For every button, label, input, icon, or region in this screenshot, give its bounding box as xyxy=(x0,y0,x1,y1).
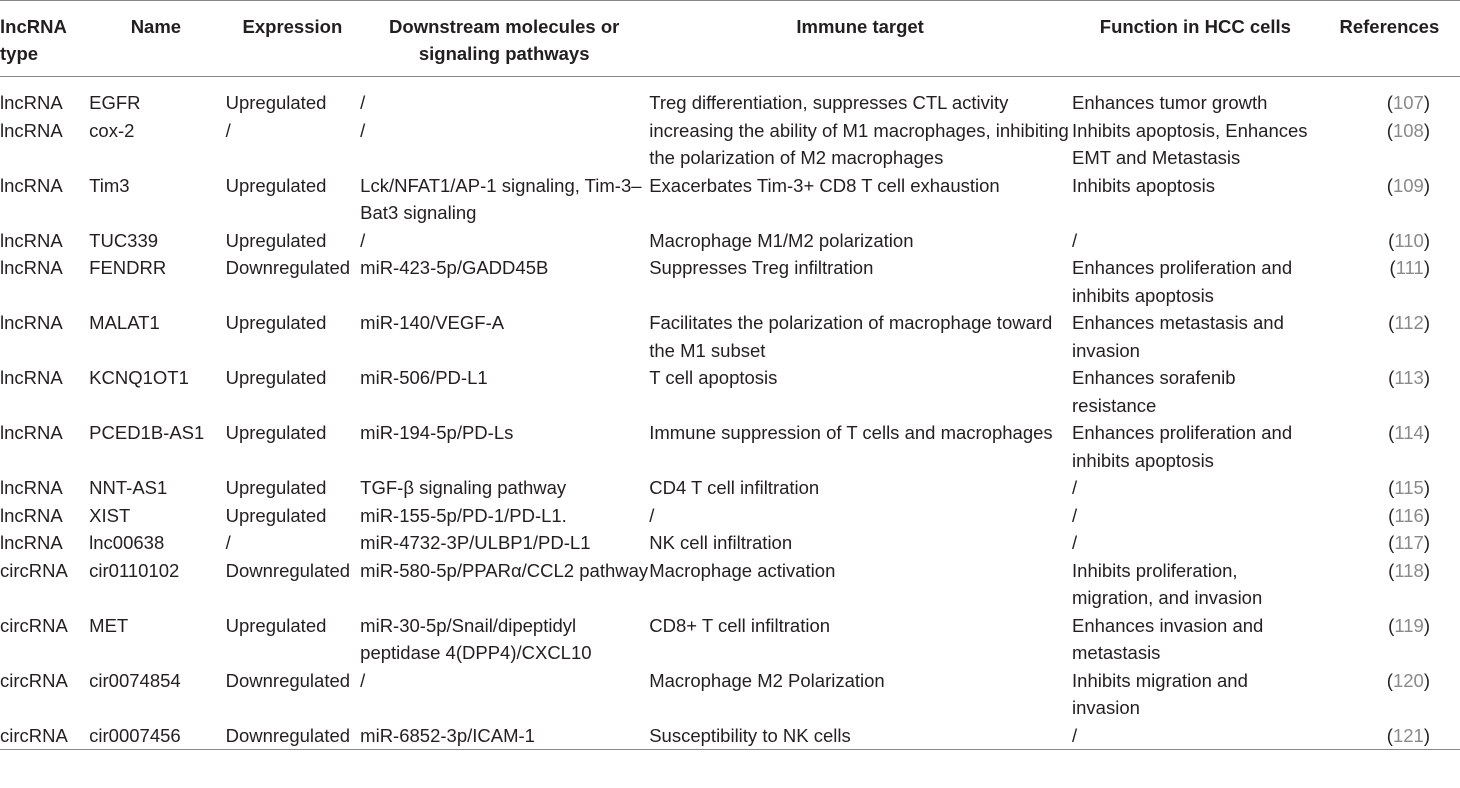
cell-function: Enhances invasion and metastasis xyxy=(1072,614,1264,663)
cell-type: lncRNA xyxy=(0,532,63,553)
reference-link[interactable]: 119 xyxy=(1394,614,1424,636)
cell-downstream: / xyxy=(360,92,366,113)
cell-immune-target: / xyxy=(649,504,655,526)
cell-reference[interactable]: (108) xyxy=(1386,119,1430,141)
cell-type: lncRNA xyxy=(0,174,63,196)
cell-function: Enhances proliferation and inhibits apoptosis xyxy=(1072,422,1293,471)
cell-reference[interactable]: (118) xyxy=(1388,559,1430,581)
cell-type: lncRNA xyxy=(0,257,63,278)
cell-type: circRNA xyxy=(0,559,68,581)
cell-immune-target: Immune suppression of T cells and macrophages xyxy=(649,422,1053,443)
cell-function: Enhances sorafenib resistance xyxy=(1072,367,1236,416)
cell-immune-target: Facilitates the polarization of macrophage toward the M1 subset xyxy=(649,312,1053,361)
table-row xyxy=(0,254,1460,309)
cell-reference[interactable]: (117) xyxy=(1388,532,1430,553)
cell-reference[interactable]: (120) xyxy=(1386,669,1430,691)
cell-immune-target: CD8+ T cell infiltration xyxy=(649,614,831,636)
table-row xyxy=(0,172,1460,227)
reference-link[interactable]: 121 xyxy=(1392,724,1424,746)
cell-name: cir0110102 xyxy=(89,559,180,581)
reference-link[interactable]: 108 xyxy=(1392,119,1424,141)
cell-downstream: miR-140/VEGF-A xyxy=(360,312,505,333)
cell-type: lncRNA xyxy=(0,119,63,141)
cell-reference[interactable]: (115) xyxy=(1388,477,1430,498)
reference-link[interactable]: 115 xyxy=(1394,477,1424,498)
cell-function: Inhibits apoptosis, Enhances EMT and Metastasis xyxy=(1072,119,1308,168)
cell-reference[interactable]: (119) xyxy=(1388,614,1430,636)
cell-function: / xyxy=(1072,477,1078,498)
cell-reference[interactable]: (112) xyxy=(1388,312,1430,333)
header-function: Function in HCC cells xyxy=(1099,16,1291,37)
header-downstream: Downstream molecules or signaling pathways xyxy=(389,16,620,64)
cell-expression: Downregulated xyxy=(225,669,351,691)
cell-immune-target: CD4 T cell infiltration xyxy=(649,477,820,498)
cell-type: lncRNA xyxy=(0,92,63,113)
cell-reference[interactable]: (107) xyxy=(1386,92,1430,113)
cell-downstream: Lck/NFAT1/AP-1 signaling, Tim-3–Bat3 signaling xyxy=(360,174,642,223)
table-row xyxy=(0,722,1460,750)
table-row xyxy=(0,529,1460,557)
cell-type: lncRNA xyxy=(0,477,63,498)
cell-expression: Upregulated xyxy=(225,477,327,498)
cell-expression: Downregulated xyxy=(225,257,351,278)
cell-type: lncRNA xyxy=(0,367,63,388)
cell-expression: Downregulated xyxy=(225,559,351,581)
cell-type: lncRNA xyxy=(0,229,63,251)
cell-downstream: miR-30-5p/Snail/dipeptidyl peptidase 4(DPP4)/CXCL10 xyxy=(360,614,592,663)
cell-downstream: TGF-β signaling pathway xyxy=(360,477,567,498)
cell-downstream: miR-6852-3p/ICAM-1 xyxy=(360,724,535,746)
cell-name: lnc00638 xyxy=(89,532,165,553)
reference-link[interactable]: 111 xyxy=(1395,257,1424,278)
cell-reference[interactable]: (111) xyxy=(1389,257,1430,278)
table-row xyxy=(0,667,1460,722)
cell-immune-target: Macrophage M1/M2 polarization xyxy=(649,229,914,251)
cell-type: lncRNA xyxy=(0,422,63,443)
cell-immune-target: Susceptibility to NK cells xyxy=(649,724,851,746)
cell-expression: Upregulated xyxy=(225,92,327,113)
table-row xyxy=(0,117,1460,172)
cell-reference[interactable]: (113) xyxy=(1388,367,1430,388)
cell-name: MET xyxy=(89,614,129,636)
table-row xyxy=(0,227,1460,255)
cell-function: / xyxy=(1072,724,1078,746)
cell-name: EGFR xyxy=(89,92,141,113)
cell-immune-target: Macrophage activation xyxy=(649,559,836,581)
reference-link[interactable]: 118 xyxy=(1394,559,1424,581)
reference-link[interactable]: 114 xyxy=(1394,422,1424,443)
header-references: References xyxy=(1339,16,1440,37)
cell-function: / xyxy=(1072,532,1078,553)
cell-downstream: miR-155-5p/PD-1/PD-L1. xyxy=(360,504,567,526)
cell-downstream: miR-194-5p/PD-Ls xyxy=(360,422,514,443)
reference-link[interactable]: 116 xyxy=(1394,504,1424,526)
cell-name: cir0007456 xyxy=(89,724,181,746)
table-row xyxy=(0,612,1460,667)
header-row xyxy=(0,1,1460,77)
cell-expression: Upregulated xyxy=(225,422,327,443)
reference-link[interactable]: 120 xyxy=(1392,669,1424,691)
cell-function: Inhibits apoptosis xyxy=(1072,174,1215,196)
cell-expression: Upregulated xyxy=(225,312,327,333)
cell-type: lncRNA xyxy=(0,312,63,333)
cell-name: PCED1B-AS1 xyxy=(89,422,205,443)
table-row xyxy=(0,502,1460,530)
cell-expression: Upregulated xyxy=(225,504,327,526)
cell-downstream: miR-580-5p/PPARα/CCL2 pathway xyxy=(360,559,649,581)
header-type: lncRNA type xyxy=(0,16,67,64)
table-row xyxy=(0,419,1460,474)
table-row xyxy=(0,309,1460,364)
reference-link[interactable]: 112 xyxy=(1394,312,1424,333)
cell-type: circRNA xyxy=(0,669,68,691)
cell-type: circRNA xyxy=(0,614,68,636)
cell-function: Enhances proliferation and inhibits apoptosis xyxy=(1072,257,1293,306)
cell-name: FENDRR xyxy=(89,257,167,278)
reference-link[interactable]: 109 xyxy=(1392,174,1424,196)
cell-reference[interactable]: (114) xyxy=(1388,422,1430,443)
cell-reference[interactable]: (116) xyxy=(1388,504,1430,526)
cell-expression: Downregulated xyxy=(225,724,351,746)
cell-name: TUC339 xyxy=(89,229,159,251)
header-name: Name xyxy=(130,16,182,37)
cell-function: Enhances tumor growth xyxy=(1072,92,1268,113)
cell-downstream: miR-4732-3P/ULBP1/PD-L1 xyxy=(360,532,591,553)
reference-link[interactable]: 117 xyxy=(1394,532,1424,553)
cell-immune-target: NK cell infiltration xyxy=(649,532,793,553)
cell-expression: Upregulated xyxy=(225,174,327,196)
table-row xyxy=(0,364,1460,419)
cell-downstream: / xyxy=(360,229,366,251)
cell-reference[interactable]: (121) xyxy=(1386,724,1430,746)
cell-name: NNT-AS1 xyxy=(89,477,168,498)
table-row xyxy=(0,77,1460,117)
cell-function: Inhibits proliferation, migration, and invasion xyxy=(1072,559,1263,608)
table-row xyxy=(0,474,1460,502)
cell-downstream: / xyxy=(360,119,366,141)
cell-type: circRNA xyxy=(0,724,68,746)
cell-name: cox-2 xyxy=(89,119,135,141)
cell-name: cir0074854 xyxy=(89,669,181,691)
reference-link[interactable]: 110 xyxy=(1394,229,1424,251)
cell-name: Tim3 xyxy=(89,174,130,196)
table-body xyxy=(0,77,1460,750)
cell-downstream: / xyxy=(360,669,366,691)
cell-function: Enhances metastasis and invasion xyxy=(1072,312,1284,361)
cell-function: / xyxy=(1072,229,1078,251)
cell-immune-target: increasing the ability of M1 macrophages, inhibiting the polarization of M2 macrophages xyxy=(649,119,1069,168)
table-row xyxy=(0,557,1460,612)
cell-expression: Upregulated xyxy=(225,614,327,636)
cell-downstream: miR-506/PD-L1 xyxy=(360,367,488,388)
cell-expression: / xyxy=(225,119,231,141)
reference-link[interactable]: 113 xyxy=(1394,367,1424,388)
cell-expression: Upregulated xyxy=(225,229,327,251)
cell-function: / xyxy=(1072,504,1078,526)
cell-downstream: miR-423-5p/GADD45B xyxy=(360,257,549,278)
reference-link[interactable]: 107 xyxy=(1392,92,1424,113)
header-expression: Expression xyxy=(242,16,343,37)
cell-name: KCNQ1OT1 xyxy=(89,367,189,388)
cell-immune-target: Treg differentiation, suppresses CTL activity xyxy=(649,92,1009,113)
cell-immune-target: Macrophage M2 Polarization xyxy=(649,669,885,691)
cell-type: lncRNA xyxy=(0,504,63,526)
cell-name: MALAT1 xyxy=(89,312,160,333)
cell-immune-target: T cell apoptosis xyxy=(649,367,778,388)
cell-name: XIST xyxy=(89,504,131,526)
cell-immune-target: Exacerbates Tim-3+ CD8 T cell exhaustion xyxy=(649,174,1000,196)
cell-reference[interactable]: (109) xyxy=(1386,174,1430,196)
cell-expression: Upregulated xyxy=(225,367,327,388)
cell-reference[interactable]: (110) xyxy=(1388,229,1430,251)
header-immune-target: Immune target xyxy=(796,16,924,37)
cell-expression: / xyxy=(225,532,231,553)
cell-function: Inhibits migration and invasion xyxy=(1072,669,1248,718)
cell-immune-target: Suppresses Treg infiltration xyxy=(649,257,874,278)
